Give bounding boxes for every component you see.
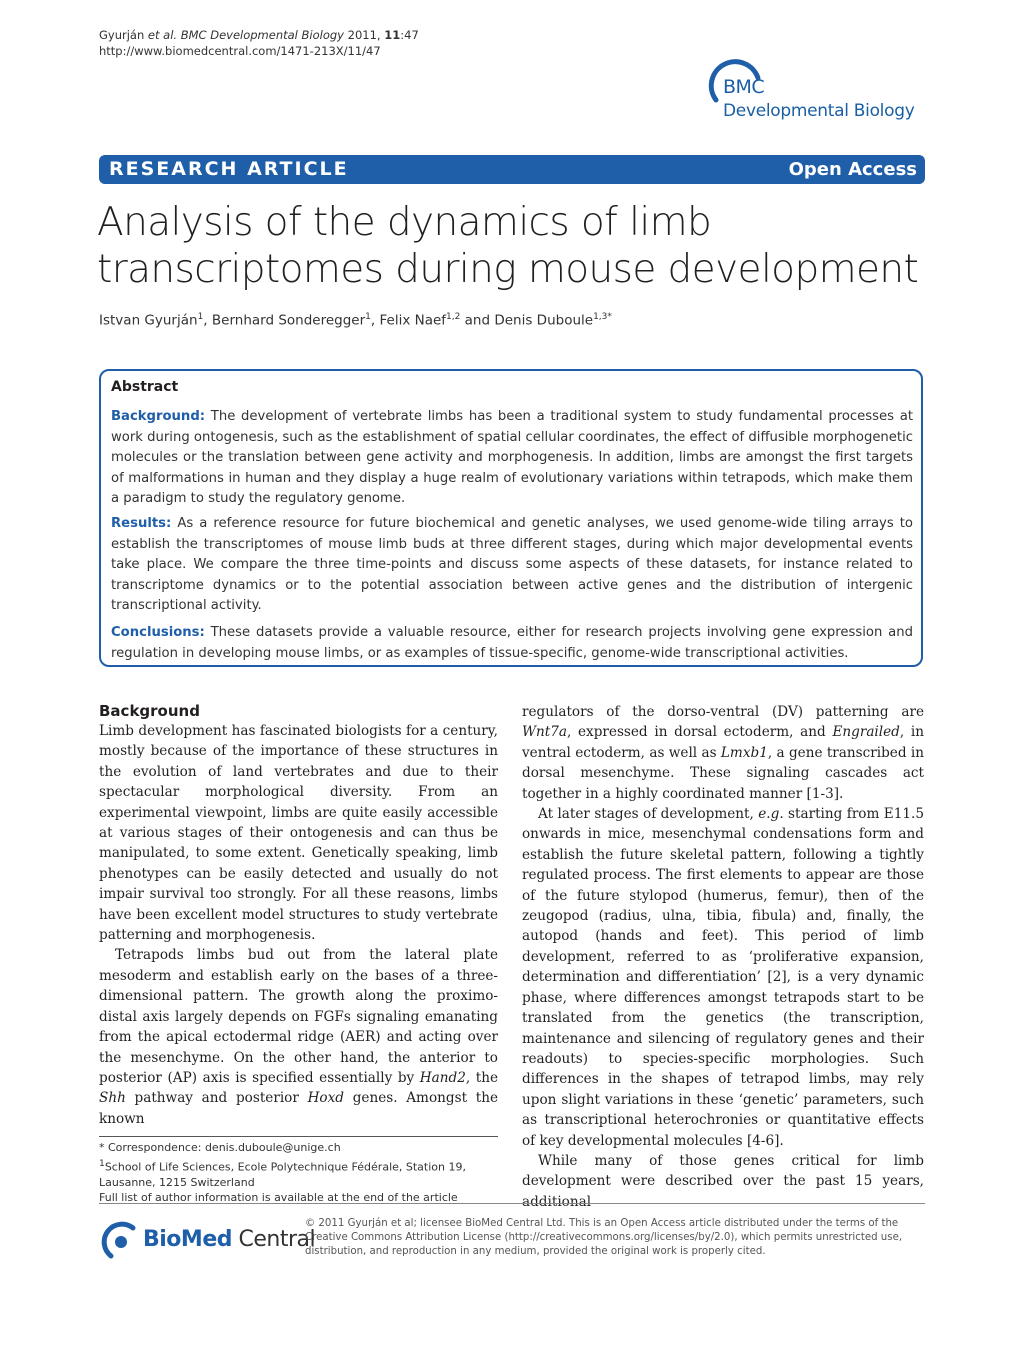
logo-bmc-text: BMC (723, 76, 765, 98)
author-sep: and (460, 312, 495, 329)
article-type-label: RESEARCH ARTICLE (109, 158, 349, 180)
citation-header (99, 27, 419, 59)
author-info-note: Full list of author information is available at the end of the article (99, 1191, 458, 1205)
body-paragraph (522, 702, 924, 804)
gene-name: Hand2 (419, 1069, 466, 1086)
footnote-divider (99, 1136, 498, 1137)
body-column-right (522, 702, 924, 1212)
abstract-conclusions-text: These datasets provide a valuable resource, either for research projects involving gene expression and regulation in developing mouse limbs, or as examples of tissue-specific, genome-wide transcriptional activities. (111, 625, 913, 661)
open-access-label: Open Access (788, 159, 917, 180)
author-name: Bernhard Sonderegger (211, 312, 366, 329)
cite-journal: BMC Developmental Biology (177, 28, 344, 42)
abstract-results-text: As a reference resource for future biochemical and genetic analyses, we used genome-wide tiling arrays to establish the transcriptomes of mouse limb buds at three different stages, during which major developmental events take place. We compare the three time-points and discuss some aspects of these datasets, for instance related to transcriptome dynamics or to the potential association between active genes and the distribution of intergenic transcriptional activity. (111, 516, 913, 613)
logo-bold-text: BioMed (143, 1227, 232, 1252)
affiliation-sup: 1 (99, 1157, 105, 1169)
abstract-results (111, 514, 913, 617)
author-affil: 1,3* (593, 312, 612, 322)
author-name: Istvan Gyurján (99, 312, 198, 329)
text-run: genes. Amongst the known (99, 1090, 498, 1127)
author-name: Denis Duboule (494, 312, 594, 329)
abstract-box (99, 369, 923, 667)
citation-line (99, 27, 419, 43)
text-run: pathway and posterior (125, 1090, 308, 1107)
article-title: Analysis of the dynamics of limb transcriptomes during mouse development (97, 200, 919, 292)
logo-light-text: Central (232, 1227, 316, 1252)
text-run: starting from E11.5 onwards in mice, mesenchymal condensations form and establish the future skeletal pattern, following a tightly regulated process. The first elements to appear are those of the future stylopod (humerus, femur), then of the zeugopod (radius, ulna, tibia, fibula) and, finally, the autopod (hands and feet). This period of limb development, referred to as ‘proliferative expansion, determination and differentiation’ [2], is a very dynamic phase, where differences amongst tetrapods start to be translated from the genetics (the transcription, maintenance and silencing of regulatory genes and their readouts) to species-specific morphologies. Such differences in the shapes of tetrapod limbs, may rely upon slight variations in these ‘genetic’ parameters, such as transcriptional heterochronies or quantitative effects of key developmental molecules [4-6]. (522, 806, 924, 1149)
footer-divider (99, 1203, 925, 1204)
body-paragraph: While many of those genes critical for limb development were described over the past 15 years, additional (522, 1152, 924, 1210)
gene-name: Wnt7a (522, 724, 567, 741)
author-name: Felix Naef (379, 312, 447, 329)
author-sep: , (203, 312, 212, 329)
author-affil: 1 (365, 312, 371, 322)
body-paragraph (522, 804, 924, 1151)
text-run: Tetrapods limbs bud out from the lateral plate mesoderm and establish early on the bases of a three-dimensional pattern. The growth along the proximo-distal axis largely depends on FGFs signaling emanating from the apical ectodermal ridge (AER) and acting over the mesenchyme. On the other hand, the anterior to posterior (AP) axis is specified essentially by (99, 947, 498, 1086)
abstract-conclusions (111, 623, 913, 664)
license-text: © 2011 Gyurján et al; licensee BioMed Central Ltd. This is an Open Access article distributed under the terms of the Creative Commons Attribution License (http://creativecommons.org/licenses/by/2.0), which permits unrestricted use, distribution, and reproduction in any medium, provided the original work is properly cited. (305, 1218, 903, 1257)
gene-name: Shh (99, 1090, 126, 1107)
affiliation-text: School of Life Sciences, Ecole Polytechnique Fédérale, Station 19, Lausanne, 1215 Switzerland (99, 1160, 466, 1189)
text-run: , the (465, 1069, 499, 1086)
cite-year: 2011, (344, 28, 385, 42)
author-sep: , (370, 312, 380, 329)
cite-authors: Gyurján (99, 28, 148, 42)
text-run: , expressed in dorsal ectoderm, and (566, 724, 833, 741)
body-paragraph (99, 945, 498, 1129)
logo-journal-text: Developmental Biology (723, 101, 915, 121)
text-run: , in ventral ectoderm, as well as (522, 724, 925, 761)
body-paragraph: Limb development has fascinated biologists for a century, mostly because of the importance of these structures in the evolution of land vertebrates and due to their spectacular morphological diversity. From an experimental viewpoint, limbs are quite easily accessible at various stages of their ontogenesis and can thus be manipulated, to some extent. Genetically speaking, limb phenotypes can be easily detected and usually do not impair survival too strongly. For all these reasons, limbs have been excellent model structures to study vertebrate patterning and morphogenesis. (99, 723, 498, 944)
cite-etal: et al. (147, 28, 178, 42)
abstract-conclusions-label: Conclusions: (111, 625, 205, 640)
text-run: , a gene transcribed in dorsal mesenchyme. These signaling cascades act together in a highly coordinated manner [1-3]. (522, 744, 924, 802)
cite-volume: 11 (384, 28, 401, 42)
gene-name: Hoxd (307, 1090, 344, 1107)
publisher-logo (99, 1218, 316, 1263)
author-list (99, 312, 612, 329)
abstract-background-label: Background: (111, 409, 206, 424)
article-type-banner (99, 155, 925, 184)
journal-logo (706, 56, 926, 126)
text-run: At later stages of development, (538, 806, 759, 823)
text-run: regulators of the dorso-ventral (DV) patterning are (522, 704, 924, 720)
publisher-logo-text (143, 1227, 315, 1252)
body-column-left (99, 702, 498, 1129)
abstract-background-text: The development of vertebrate limbs has been a traditional system to study fundamental processes at work during ontogenesis, such as the establishment of spatial cellular coordinates, the effect of diffusible morphogenetic molecules or the translation between gene activity and morphogenesis. In addition, limbs are amongst the first targets of malformations in human and they display a huge realm of evolutionary variations within tetrapods, which make them a paradigm to study the regulatory genome. (111, 409, 913, 506)
footnotes (99, 1140, 499, 1206)
abstract-heading: Abstract (111, 379, 179, 395)
author-affil: 1 (197, 312, 204, 322)
text-run-italic: e.g. (758, 806, 784, 823)
article-url[interactable]: http://www.biomedcentral.com/1471-213X/11/47 (99, 44, 381, 58)
cite-issue: :47 (400, 28, 419, 42)
affiliation-note (99, 1156, 499, 1191)
author-affil: 1,2 (446, 312, 461, 322)
abstract-background (111, 407, 913, 510)
biomed-central-icon (99, 1218, 139, 1262)
gene-name: Lmxb1 (720, 744, 768, 761)
section-heading: Background (99, 702, 200, 720)
abstract-results-label: Results: (111, 516, 172, 531)
gene-name: Engrailed (832, 724, 900, 741)
correspondence-note: * Correspondence: denis.duboule@unige.ch (99, 1141, 341, 1154)
